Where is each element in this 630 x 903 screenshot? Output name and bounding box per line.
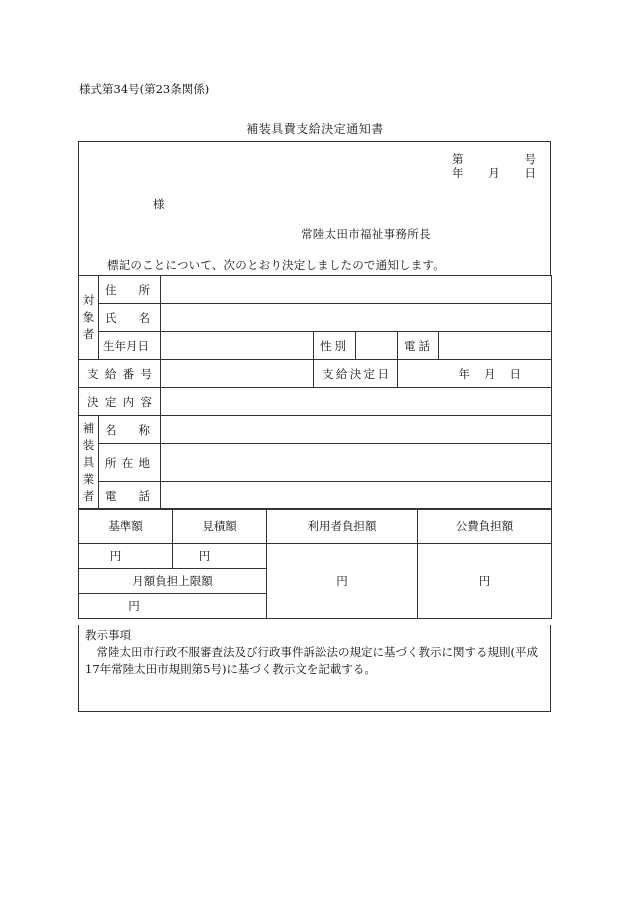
form-number: 様式第34号(第23条関係)	[79, 82, 210, 96]
standard-amount-field[interactable]: 円	[79, 544, 173, 569]
document-title: 補装具費支給決定通知書	[246, 122, 384, 136]
table-row	[79, 332, 552, 360]
sex-field[interactable]	[356, 332, 398, 360]
number-suffix: 号	[524, 152, 536, 166]
instruction-heading: 教示事項	[85, 628, 131, 642]
decision-content-field[interactable]	[161, 388, 552, 416]
subject-group-label: 対 象 者	[79, 276, 99, 360]
cost-table	[78, 508, 552, 619]
notice-text: 標記のことについて、次のとおり決定しましたので通知します。	[107, 258, 445, 272]
birthdate-field[interactable]	[161, 332, 314, 360]
monthly-cap-label: 月額負担上限額	[79, 569, 267, 594]
payment-number-label: 支 給 番 号	[79, 360, 161, 388]
vendor-phone-label: 電 話	[99, 482, 161, 510]
address-label: 住 所	[99, 276, 161, 304]
estimate-amount-field[interactable]: 円	[173, 544, 267, 569]
instruction-section	[78, 625, 551, 712]
payment-number-field[interactable]	[161, 360, 314, 388]
monthly-cap-field[interactable]: 円	[79, 594, 267, 619]
phone-field[interactable]	[439, 332, 552, 360]
decision-date-label: 支 給 決 定 日	[314, 360, 398, 388]
table-row	[79, 416, 552, 444]
issue-date	[452, 165, 536, 181]
year-label: 年	[452, 166, 464, 180]
public-burden-header: 公費負担額	[418, 509, 552, 544]
birthdate-label: 生年月日	[99, 332, 161, 360]
address-field[interactable]	[161, 276, 552, 304]
sex-label: 性 別	[314, 332, 356, 360]
table-row	[79, 482, 552, 510]
vendor-phone-field[interactable]	[161, 482, 552, 510]
vendor-location-label: 所 在 地	[99, 444, 161, 482]
standard-amount-header: 基準額	[79, 509, 173, 544]
issuer: 常陸太田市福祉事務所長	[301, 227, 431, 241]
phone-label: 電 話	[398, 332, 439, 360]
number-prefix: 第	[452, 152, 464, 166]
user-burden-header: 利用者負担額	[267, 509, 418, 544]
estimate-amount-header: 見積額	[173, 509, 267, 544]
vendor-location-field[interactable]	[161, 444, 552, 482]
addressee: 様	[153, 197, 165, 211]
table-row	[79, 388, 552, 416]
month-label: 月	[488, 166, 500, 180]
decision-date-field[interactable]: 年 月 日	[398, 360, 552, 388]
instruction-body: 常陸太田市行政不服審査法及び行政事件訴訟法の規定に基づく教示に関する規則(平成17年常陸太田市規則第5号)に基づく教示文を記載する。	[85, 645, 538, 676]
vendor-name-field[interactable]	[161, 416, 552, 444]
table-row	[79, 509, 552, 544]
table-row	[79, 304, 552, 332]
header-section	[78, 141, 551, 276]
name-label: 氏 名	[99, 304, 161, 332]
info-table	[78, 275, 552, 510]
vendor-group-label: 補 装 具 業 者	[79, 416, 99, 510]
table-row	[79, 276, 552, 304]
table-row	[79, 444, 552, 482]
table-row	[79, 360, 552, 388]
decision-content-label: 決 定 内 容	[79, 388, 161, 416]
user-burden-field[interactable]: 円	[267, 544, 418, 619]
vendor-name-label: 名 称	[99, 416, 161, 444]
public-burden-field[interactable]: 円	[418, 544, 552, 619]
day-label: 日	[524, 166, 536, 180]
table-row	[79, 544, 552, 569]
name-field[interactable]	[161, 304, 552, 332]
